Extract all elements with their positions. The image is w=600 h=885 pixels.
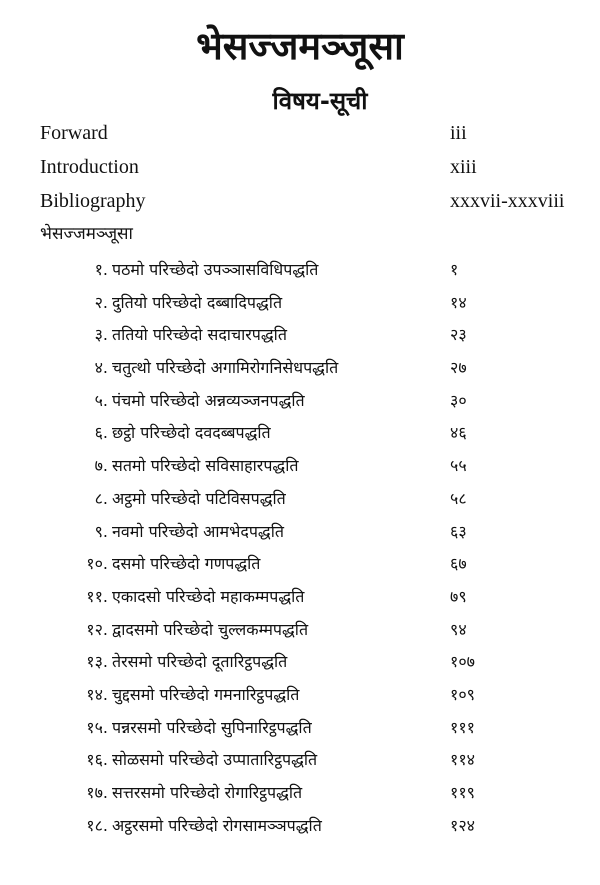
chapter-number: १८.	[86, 815, 108, 835]
chapter-number: ११.	[86, 586, 108, 606]
chapter-page: ६३	[450, 521, 467, 541]
chapter-number: १३.	[86, 652, 108, 672]
chapter-number: ९.	[94, 521, 108, 541]
chapter-number: १७.	[86, 783, 108, 802]
chapter-row	[0, 614, 600, 647]
chapter-title: एकादसो परिच्छेदो महाकम्मपद्धति	[112, 586, 305, 606]
chapter-row	[0, 417, 600, 450]
front-matter-label: Bibliography	[40, 190, 146, 212]
chapter-page: १०७	[450, 652, 475, 672]
chapter-title: दुतियो परिच्छेदो दब्बादिपद्धति	[112, 292, 283, 312]
chapter-number: १५.	[86, 717, 108, 737]
chapter-page: ४६	[450, 423, 467, 443]
section-heading: भेसज्जमञ्जूसा	[40, 224, 133, 244]
chapter-row	[0, 712, 600, 745]
chapter-title: द्वादसमो परिच्छेदो चुल्लकम्मपद्धति	[112, 619, 309, 639]
chapter-page: २३	[450, 325, 467, 345]
chapter-title: चतुत्थो परिच्छेदो अगामिरोगनिसेधपद्धति	[112, 358, 339, 378]
chapter-page: ११४	[450, 750, 475, 770]
chapter-page: ९४	[450, 619, 467, 639]
chapter-title: छट्ठो परिच्छेदो दवदब्बपद्धति	[112, 423, 271, 443]
chapter-row	[0, 483, 600, 516]
chapter-row	[0, 450, 600, 483]
chapter-row	[0, 516, 600, 549]
chapter-title: चुद्दसमो परिच्छेदो गमनारिट्ठपद्धति	[112, 684, 300, 704]
chapter-number: १२.	[86, 619, 108, 639]
chapter-row	[0, 548, 600, 581]
chapter-page: ५८	[450, 488, 467, 508]
chapter-title: सोळसमो परिच्छेदो उप्पातारिट्ठपद्धति	[112, 750, 318, 770]
chapter-title: पठमो परिच्छेदो उपञ्ञासविधिपद्धति	[112, 260, 319, 279]
chapter-number: ८.	[94, 488, 108, 508]
chapter-page: ६७	[450, 554, 467, 574]
chapter-page: १२४	[450, 815, 475, 835]
chapter-row	[0, 319, 600, 352]
chapter-number: १.	[94, 260, 108, 279]
chapter-title: सत्तरसमो परिच्छेदो रोगारिट्ठपद्धति	[112, 783, 303, 802]
chapter-row	[0, 352, 600, 385]
chapter-number: ६.	[94, 423, 108, 443]
chapter-number: २.	[94, 292, 108, 312]
chapter-page: ५५	[450, 456, 467, 476]
chapter-title: सतमो परिच्छेदो सविसाहारपद्धति	[112, 456, 299, 476]
chapter-page: ११९	[450, 783, 475, 802]
chapter-title: ततियो परिच्छेदो सदाचारपद्धति	[112, 325, 287, 345]
front-matter-page: xxxvii-xxxviii	[450, 190, 565, 212]
chapter-number: ४.	[94, 358, 108, 378]
front-matter-page: iii	[450, 122, 467, 144]
chapter-title: तेरसमो परिच्छेदो दूतारिट्ठपद्धति	[112, 652, 288, 672]
front-matter-page: xiii	[450, 156, 477, 178]
chapter-title: नवमो परिच्छेदो आमभेदपद्धति	[112, 521, 284, 541]
chapter-row	[0, 646, 600, 679]
chapter-row	[0, 777, 600, 810]
contents-heading: विषय-सूची	[272, 87, 368, 115]
chapter-title: अट्ठरसमो परिच्छेदो रोगसामञ्ञपद्धति	[112, 815, 322, 835]
chapter-row	[0, 254, 600, 287]
chapter-number: १०.	[86, 554, 108, 574]
chapter-row	[0, 744, 600, 777]
chapter-title: पन्नरसमो परिच्छेदो सुपिनारिट्ठपद्धति	[112, 717, 312, 737]
front-matter-label: Introduction	[40, 156, 139, 178]
chapter-page: १४	[450, 292, 467, 312]
chapter-page: २७	[450, 358, 467, 378]
front-matter-row-bibliography	[40, 184, 580, 218]
chapter-number: ५.	[94, 390, 108, 410]
chapter-number: ३.	[94, 325, 108, 345]
front-matter-label: Forward	[40, 122, 108, 144]
chapter-row	[0, 581, 600, 614]
front-matter-row-forward	[40, 116, 580, 150]
chapter-row	[0, 679, 600, 712]
chapter-title: पंचमो परिच्छेदो अन्नव्यञ्जनपद्धति	[112, 390, 305, 410]
chapter-number: १६.	[86, 750, 108, 770]
front-matter-row-introduction	[40, 150, 580, 184]
chapter-page: १०९	[450, 684, 475, 704]
chapter-number: ७.	[94, 456, 108, 476]
chapter-page: ३०	[450, 390, 467, 410]
chapter-page: १	[450, 260, 459, 279]
chapter-title: अट्ठमो परिच्छेदो पटिविसपद्धति	[112, 488, 286, 508]
chapter-row	[0, 810, 600, 843]
book-title: भेसज्जमञ्जूसा	[196, 24, 404, 68]
chapter-title: दसमो परिच्छेदो गणपद्धति	[112, 554, 261, 574]
chapter-page: १११	[450, 717, 475, 737]
chapter-number: १४.	[86, 684, 108, 704]
chapter-row	[0, 385, 600, 418]
chapter-row	[0, 287, 600, 320]
chapter-list	[0, 254, 600, 842]
chapter-page: ७९	[450, 586, 467, 606]
